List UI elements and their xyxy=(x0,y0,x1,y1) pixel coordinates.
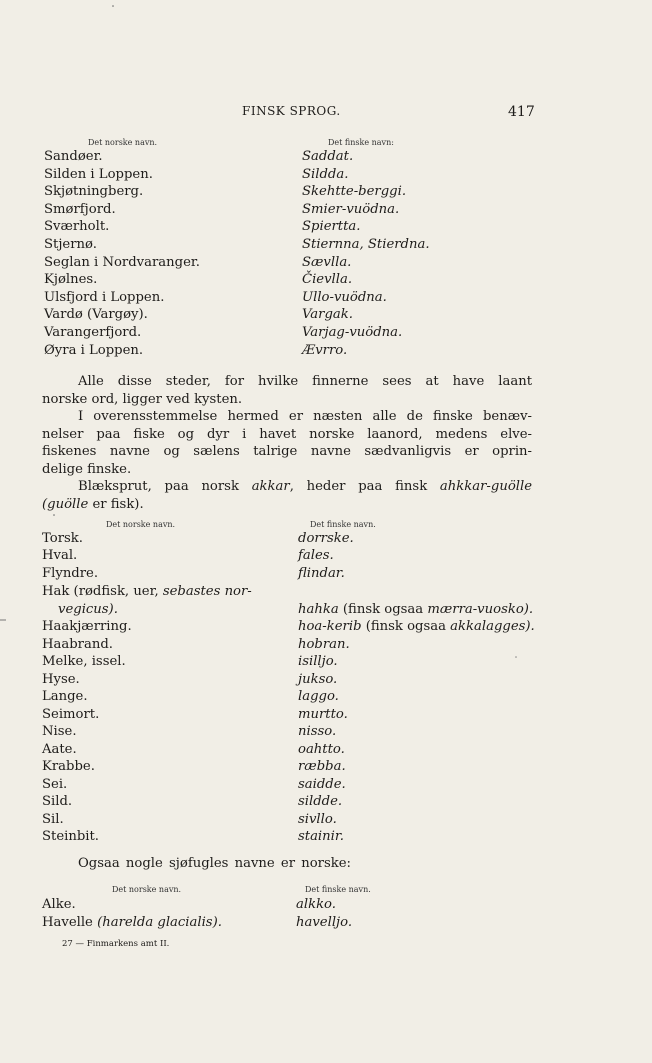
table-row-finnish: stainir. xyxy=(298,829,344,844)
table-row-norwegian: Smørfjord. xyxy=(44,201,116,217)
table-row-finnish: saidde. xyxy=(298,777,346,792)
column-header-norwegian: Det norske navn. xyxy=(106,520,176,529)
table-row-finnish: Čievlla. xyxy=(302,272,353,288)
table-row-finnish: sildde. xyxy=(298,794,343,809)
table-row-norwegian: Øyra i Loppen. xyxy=(44,342,144,358)
birds-intro: Ogsaa nogle sjøfugles navne er norske: xyxy=(78,856,351,871)
table-row-norwegian: Aate. xyxy=(42,742,77,757)
text-line: I overensstemmelse hermed er næsten alle de finske benæv- xyxy=(78,409,532,424)
table-row-norwegian: Melke, issel. xyxy=(42,654,126,669)
column-header-norwegian: Det norske navn. xyxy=(88,138,158,147)
table-row-finnish: Spiertta. xyxy=(302,219,361,235)
table-row-finnish: Sævlla. xyxy=(302,254,352,270)
table-row-finnish: isilljo. xyxy=(298,654,338,669)
column-header-finnish: Det finske navn. xyxy=(305,885,371,894)
table-row-finnish: ræbba. xyxy=(298,759,346,774)
table-row-finnish: murtto. xyxy=(298,707,348,722)
table-row-finnish: fales. xyxy=(298,548,334,563)
page-number: 417 xyxy=(508,104,535,120)
table-row-norwegian: Sild. xyxy=(42,794,73,809)
running-header: FINSK SPROG. xyxy=(242,104,341,118)
table-row-norwegian: Sandøer. xyxy=(44,149,103,164)
table-row-norwegian: Sværholt. xyxy=(44,219,110,235)
table-row-finnish: flindar. xyxy=(298,566,345,581)
table-row-norwegian: Krabbe. xyxy=(42,759,95,774)
table-row-finnish: Vargak. xyxy=(302,307,353,323)
text-line: Alle disse steder, for hvilke finnerne sees at have laant xyxy=(78,374,532,389)
table-row-norwegian: Vardø (Vargøy). xyxy=(44,307,148,323)
table-row-finnish: Varjag-vuödna. xyxy=(302,325,403,340)
table-row-finnish: hobran. xyxy=(298,637,350,652)
table-row-finnish: Saddat. xyxy=(302,149,354,164)
table-row-finnish: nisso. xyxy=(298,724,337,739)
table-row-norwegian: Steinbit. xyxy=(42,829,99,844)
printer-signature: 27 — Finmarkens amt II. xyxy=(62,939,170,949)
table-row-norwegian: Lange. xyxy=(42,689,88,704)
table-row-finnish: havelljo. xyxy=(296,915,353,930)
table-row-norwegian: Hak (rødfisk, uer, sebastes nor- xyxy=(42,584,252,599)
table-row-norwegian: Silden i Loppen. xyxy=(44,166,153,182)
table-row-norwegian: Seglan i Nordvaranger. xyxy=(44,254,200,270)
table-row-norwegian: Varangerfjord. xyxy=(44,325,142,340)
table-row-norwegian: Ulsfjord i Loppen. xyxy=(44,289,165,305)
table-row-norwegian: Nise. xyxy=(42,724,77,739)
table-row-norwegian: Haakjærring. xyxy=(42,619,132,634)
table-row-finnish: hoa-kerib (finsk ogsaa akkalagges). xyxy=(298,619,535,634)
table-row-norwegian: Sei. xyxy=(42,777,68,792)
table-row-finnish: jukso. xyxy=(298,672,338,687)
table-row-norwegian: Hval. xyxy=(42,548,78,563)
column-header-finnish: Det finske navn: xyxy=(328,138,394,147)
table-row-finnish: Skehtte-berggi. xyxy=(302,184,407,200)
table-row-finnish: hahka (finsk ogsaa mærra-vuosko). xyxy=(298,602,534,617)
table-row-finnish: Smier-vuödna. xyxy=(302,201,400,217)
text-line: fiskenes navne og sælens talrige navne sædvanligvis er oprin- xyxy=(42,444,532,459)
table-row-norwegian: Skjøtningberg. xyxy=(44,184,144,200)
table-row-norwegian: Kjølnes. xyxy=(44,272,98,288)
table-row-finnish: Stiernna, Stierdna. xyxy=(302,237,430,252)
text-line: delige finske. xyxy=(42,461,132,477)
text-line: Blæksprut, paa norsk akkar, heder paa finsk ahkkar-guölle xyxy=(78,479,532,494)
table-row-finnish: laggo. xyxy=(298,689,339,704)
table-row-finnish: Ullo-vuödna. xyxy=(302,289,387,305)
table-row-norwegian: Flyndre. xyxy=(42,566,99,581)
table-row-finnish: Ævrro. xyxy=(302,342,348,358)
table-row-finnish: dorrske. xyxy=(298,531,354,546)
text-line: norske ord, ligger ved kysten. xyxy=(42,391,243,407)
table-row-finnish: alkko. xyxy=(296,897,336,912)
table-row-finnish: sivllo. xyxy=(298,812,337,827)
table-row-norwegian: Seimort. xyxy=(42,707,100,722)
table-row-norwegian: Haabrand. xyxy=(42,637,113,652)
table-row-finnish: oahtto. xyxy=(298,742,345,757)
table-row-finnish: Sildda. xyxy=(302,166,349,182)
table-row-norwegian: vegicus). xyxy=(58,602,118,617)
text-line: (guölle er fisk). xyxy=(42,496,144,512)
text-line: nelser paa fiske og dyr i havet norske laanord, medens elve- xyxy=(42,426,532,442)
table-row-norwegian: Stjernø. xyxy=(44,237,97,252)
table-row-norwegian: Sil. xyxy=(42,812,64,827)
table-row-norwegian: Alke. xyxy=(42,897,76,912)
table-row-norwegian: Havelle (harelda glacialis). xyxy=(42,915,222,930)
column-header-finnish: Det finske navn. xyxy=(310,520,376,529)
table-row-norwegian: Torsk. xyxy=(42,531,83,546)
column-header-norwegian: Det norske navn. xyxy=(112,885,182,894)
table-row-norwegian: Hyse. xyxy=(42,672,80,687)
